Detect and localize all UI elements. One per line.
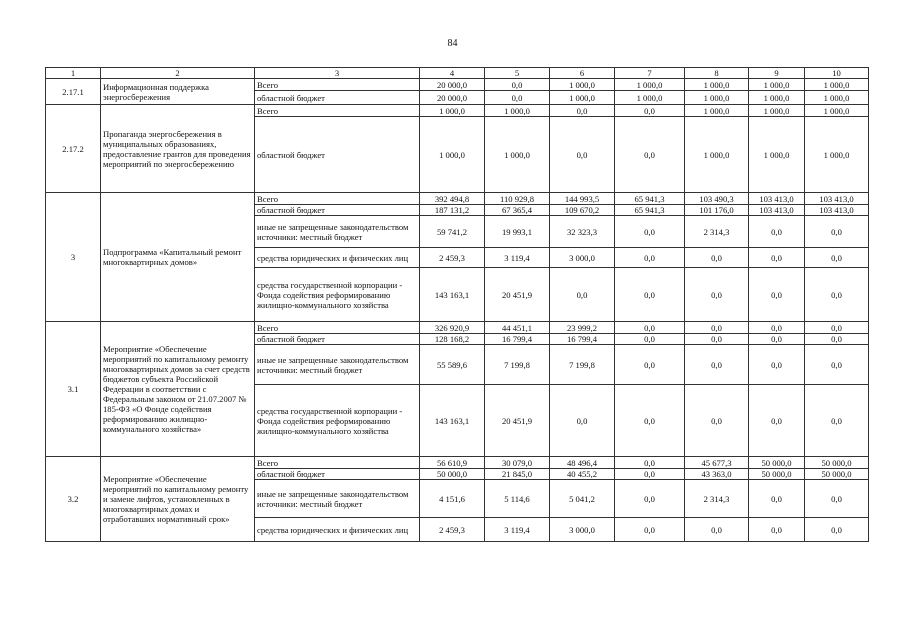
item-name: Мероприятие «Обеспечение мероприятий по капитальному ремонту многоквартирных домов за счет средств бюджетов субъекта Российской Федерации в соответствии с Федеральным законом от 21.07.2007 № 185-ФЗ «О Фонде содействия реформированию жилищно-коммунального хозяйства» [101,322,255,457]
column-number-8: 8 [685,68,749,79]
column-number-2: 2 [101,68,255,79]
item-name: Подпрограмма «Капитальный ремонт многоквартирных домов» [101,193,255,322]
amount-cell: 0,0 [805,518,869,542]
amount-cell: 67 365,4 [485,205,550,216]
amount-cell: 0,0 [749,268,805,322]
amount-cell: 0,0 [805,480,869,518]
amount-cell: 20 000,0 [420,79,485,91]
funding-source: иные не запрещенные законодательством источники: местный бюджет [255,345,420,385]
amount-cell: 50 000,0 [749,457,805,469]
amount-cell: 0,0 [805,216,869,248]
amount-cell: 0,0 [685,248,749,268]
amount-cell: 21 845,0 [485,469,550,480]
amount-cell: 50 000,0 [420,469,485,480]
amount-cell: 0,0 [805,345,869,385]
amount-cell: 0,0 [805,268,869,322]
table-row [46,79,869,91]
amount-cell: 2 314,3 [685,216,749,248]
amount-cell: 1 000,0 [615,91,685,105]
funding-source: средства государственной корпорации - Фонда содействия реформированию жилищно-коммунального хозяйства [255,268,420,322]
funding-source: областной бюджет [255,469,420,480]
amount-cell: 65 941,3 [615,193,685,205]
amount-cell: 0,0 [550,117,615,193]
column-number-1: 1 [46,68,101,79]
amount-cell: 16 799,4 [485,334,550,345]
amount-cell: 187 131,2 [420,205,485,216]
item-name: Пропаганда энергосбережения в муниципальных образованиях, предоставление грантов для проведения мероприятий по энергосбережению [101,105,255,193]
amount-cell: 1 000,0 [685,105,749,117]
amount-cell: 7 199,8 [550,345,615,385]
table-row [46,457,869,469]
amount-cell: 1 000,0 [550,79,615,91]
amount-cell: 1 000,0 [749,105,805,117]
column-number-7: 7 [615,68,685,79]
amount-cell: 20 000,0 [420,91,485,105]
amount-cell: 0,0 [550,385,615,457]
amount-cell: 1 000,0 [485,117,550,193]
amount-cell: 0,0 [749,480,805,518]
amount-cell: 109 670,2 [550,205,615,216]
funding-source: средства юридических и физических лиц [255,248,420,268]
amount-cell: 40 455,2 [550,469,615,480]
amount-cell: 143 163,1 [420,385,485,457]
amount-cell: 32 323,3 [550,216,615,248]
table-row [46,322,869,334]
amount-cell: 1 000,0 [805,117,869,193]
amount-cell: 0,0 [615,216,685,248]
amount-cell: 0,0 [615,268,685,322]
amount-cell: 0,0 [805,385,869,457]
amount-cell: 1 000,0 [615,79,685,91]
amount-cell: 392 494,8 [420,193,485,205]
item-name: Информационная поддержка энергосбережения [101,79,255,105]
column-number-3: 3 [255,68,420,79]
amount-cell: 19 993,1 [485,216,550,248]
amount-cell: 65 941,3 [615,205,685,216]
page-number: 84 [447,38,458,49]
table-row [46,193,869,205]
funding-source: областной бюджет [255,205,420,216]
amount-cell: 0,0 [749,322,805,334]
funding-source: Всего [255,79,420,91]
amount-cell: 144 993,5 [550,193,615,205]
amount-cell: 0,0 [749,334,805,345]
item-code: 3.2 [46,457,101,542]
amount-cell: 5 114,6 [485,480,550,518]
amount-cell: 0,0 [615,480,685,518]
item-code: 3 [46,193,101,322]
amount-cell: 16 799,4 [550,334,615,345]
amount-cell: 1 000,0 [749,91,805,105]
table-row [46,105,869,117]
amount-cell: 1 000,0 [420,117,485,193]
funding-source: областной бюджет [255,91,420,105]
amount-cell: 0,0 [685,334,749,345]
funding-source: средства юридических и физических лиц [255,518,420,542]
amount-cell: 0,0 [685,268,749,322]
amount-cell: 0,0 [485,91,550,105]
amount-cell: 0,0 [615,117,685,193]
amount-cell: 1 000,0 [685,117,749,193]
column-number-5: 5 [485,68,550,79]
amount-cell: 0,0 [685,518,749,542]
item-code: 2.17.2 [46,105,101,193]
amount-cell: 0,0 [615,469,685,480]
amount-cell: 0,0 [615,248,685,268]
amount-cell: 0,0 [749,216,805,248]
amount-cell: 128 168,2 [420,334,485,345]
amount-cell: 103 413,0 [749,193,805,205]
amount-cell: 3 000,0 [550,248,615,268]
amount-cell: 0,0 [615,105,685,117]
funding-source: Всего [255,457,420,469]
amount-cell: 30 079,0 [485,457,550,469]
amount-cell: 5 041,2 [550,480,615,518]
amount-cell: 0,0 [615,334,685,345]
amount-cell: 1 000,0 [685,91,749,105]
amount-cell: 0,0 [485,79,550,91]
header-row [46,68,869,79]
column-number-6: 6 [550,68,615,79]
amount-cell: 1 000,0 [685,79,749,91]
amount-cell: 103 413,0 [805,205,869,216]
amount-cell: 1 000,0 [749,117,805,193]
funding-source: Всего [255,193,420,205]
amount-cell: 7 199,8 [485,345,550,385]
amount-cell: 20 451,9 [485,385,550,457]
funding-source: иные не запрещенные законодательством источники: местный бюджет [255,480,420,518]
amount-cell: 44 451,1 [485,322,550,334]
amount-cell: 45 677,3 [685,457,749,469]
amount-cell: 48 496,4 [550,457,615,469]
amount-cell: 1 000,0 [805,105,869,117]
amount-cell: 110 929,8 [485,193,550,205]
amount-cell: 55 589,6 [420,345,485,385]
amount-cell: 0,0 [805,334,869,345]
amount-cell: 0,0 [685,322,749,334]
amount-cell: 0,0 [615,385,685,457]
amount-cell: 0,0 [615,518,685,542]
amount-cell: 0,0 [749,345,805,385]
amount-cell: 43 363,0 [685,469,749,480]
item-name: Мероприятие «Обеспечение мероприятий по капитальному ремонту и замене лифтов, установленных в многоквартирных домах и отработавших нормативный срок» [101,457,255,542]
amount-cell: 0,0 [685,385,749,457]
amount-cell: 23 999,2 [550,322,615,334]
amount-cell: 59 741,2 [420,216,485,248]
funding-source: областной бюджет [255,117,420,193]
amount-cell: 0,0 [615,345,685,385]
amount-cell: 326 920,9 [420,322,485,334]
amount-cell: 50 000,0 [805,469,869,480]
amount-cell: 143 163,1 [420,268,485,322]
funding-source: областной бюджет [255,334,420,345]
amount-cell: 1 000,0 [420,105,485,117]
column-number-10: 10 [805,68,869,79]
amount-cell: 56 610,9 [420,457,485,469]
amount-cell: 20 451,9 [485,268,550,322]
amount-cell: 3 119,4 [485,248,550,268]
amount-cell: 0,0 [615,457,685,469]
funding-source: иные не запрещенные законодательством источники: местный бюджет [255,216,420,248]
funding-source: Всего [255,105,420,117]
item-code: 2.17.1 [46,79,101,105]
amount-cell: 0,0 [550,105,615,117]
amount-cell: 101 176,0 [685,205,749,216]
amount-cell: 4 151,6 [420,480,485,518]
amount-cell: 0,0 [805,322,869,334]
amount-cell: 2 459,3 [420,518,485,542]
amount-cell: 0,0 [805,248,869,268]
amount-cell: 1 000,0 [805,91,869,105]
amount-cell: 1 000,0 [805,79,869,91]
amount-cell: 2 314,3 [685,480,749,518]
amount-cell: 1 000,0 [550,91,615,105]
amount-cell: 50 000,0 [749,469,805,480]
amount-cell: 103 413,0 [749,205,805,216]
budget-table [45,67,869,542]
amount-cell: 103 413,0 [805,193,869,205]
amount-cell: 50 000,0 [805,457,869,469]
amount-cell: 103 490,3 [685,193,749,205]
amount-cell: 2 459,3 [420,248,485,268]
amount-cell: 0,0 [749,248,805,268]
funding-source: средства государственной корпорации - Фонда содействия реформированию жилищно-коммунального хозяйства [255,385,420,457]
amount-cell: 0,0 [749,518,805,542]
amount-cell: 3 119,4 [485,518,550,542]
amount-cell: 0,0 [615,322,685,334]
item-code: 3.1 [46,322,101,457]
funding-source: Всего [255,322,420,334]
amount-cell: 1 000,0 [749,79,805,91]
amount-cell: 3 000,0 [550,518,615,542]
amount-cell: 0,0 [685,345,749,385]
amount-cell: 1 000,0 [485,105,550,117]
column-number-4: 4 [420,68,485,79]
column-number-9: 9 [749,68,805,79]
amount-cell: 0,0 [749,385,805,457]
amount-cell: 0,0 [550,268,615,322]
